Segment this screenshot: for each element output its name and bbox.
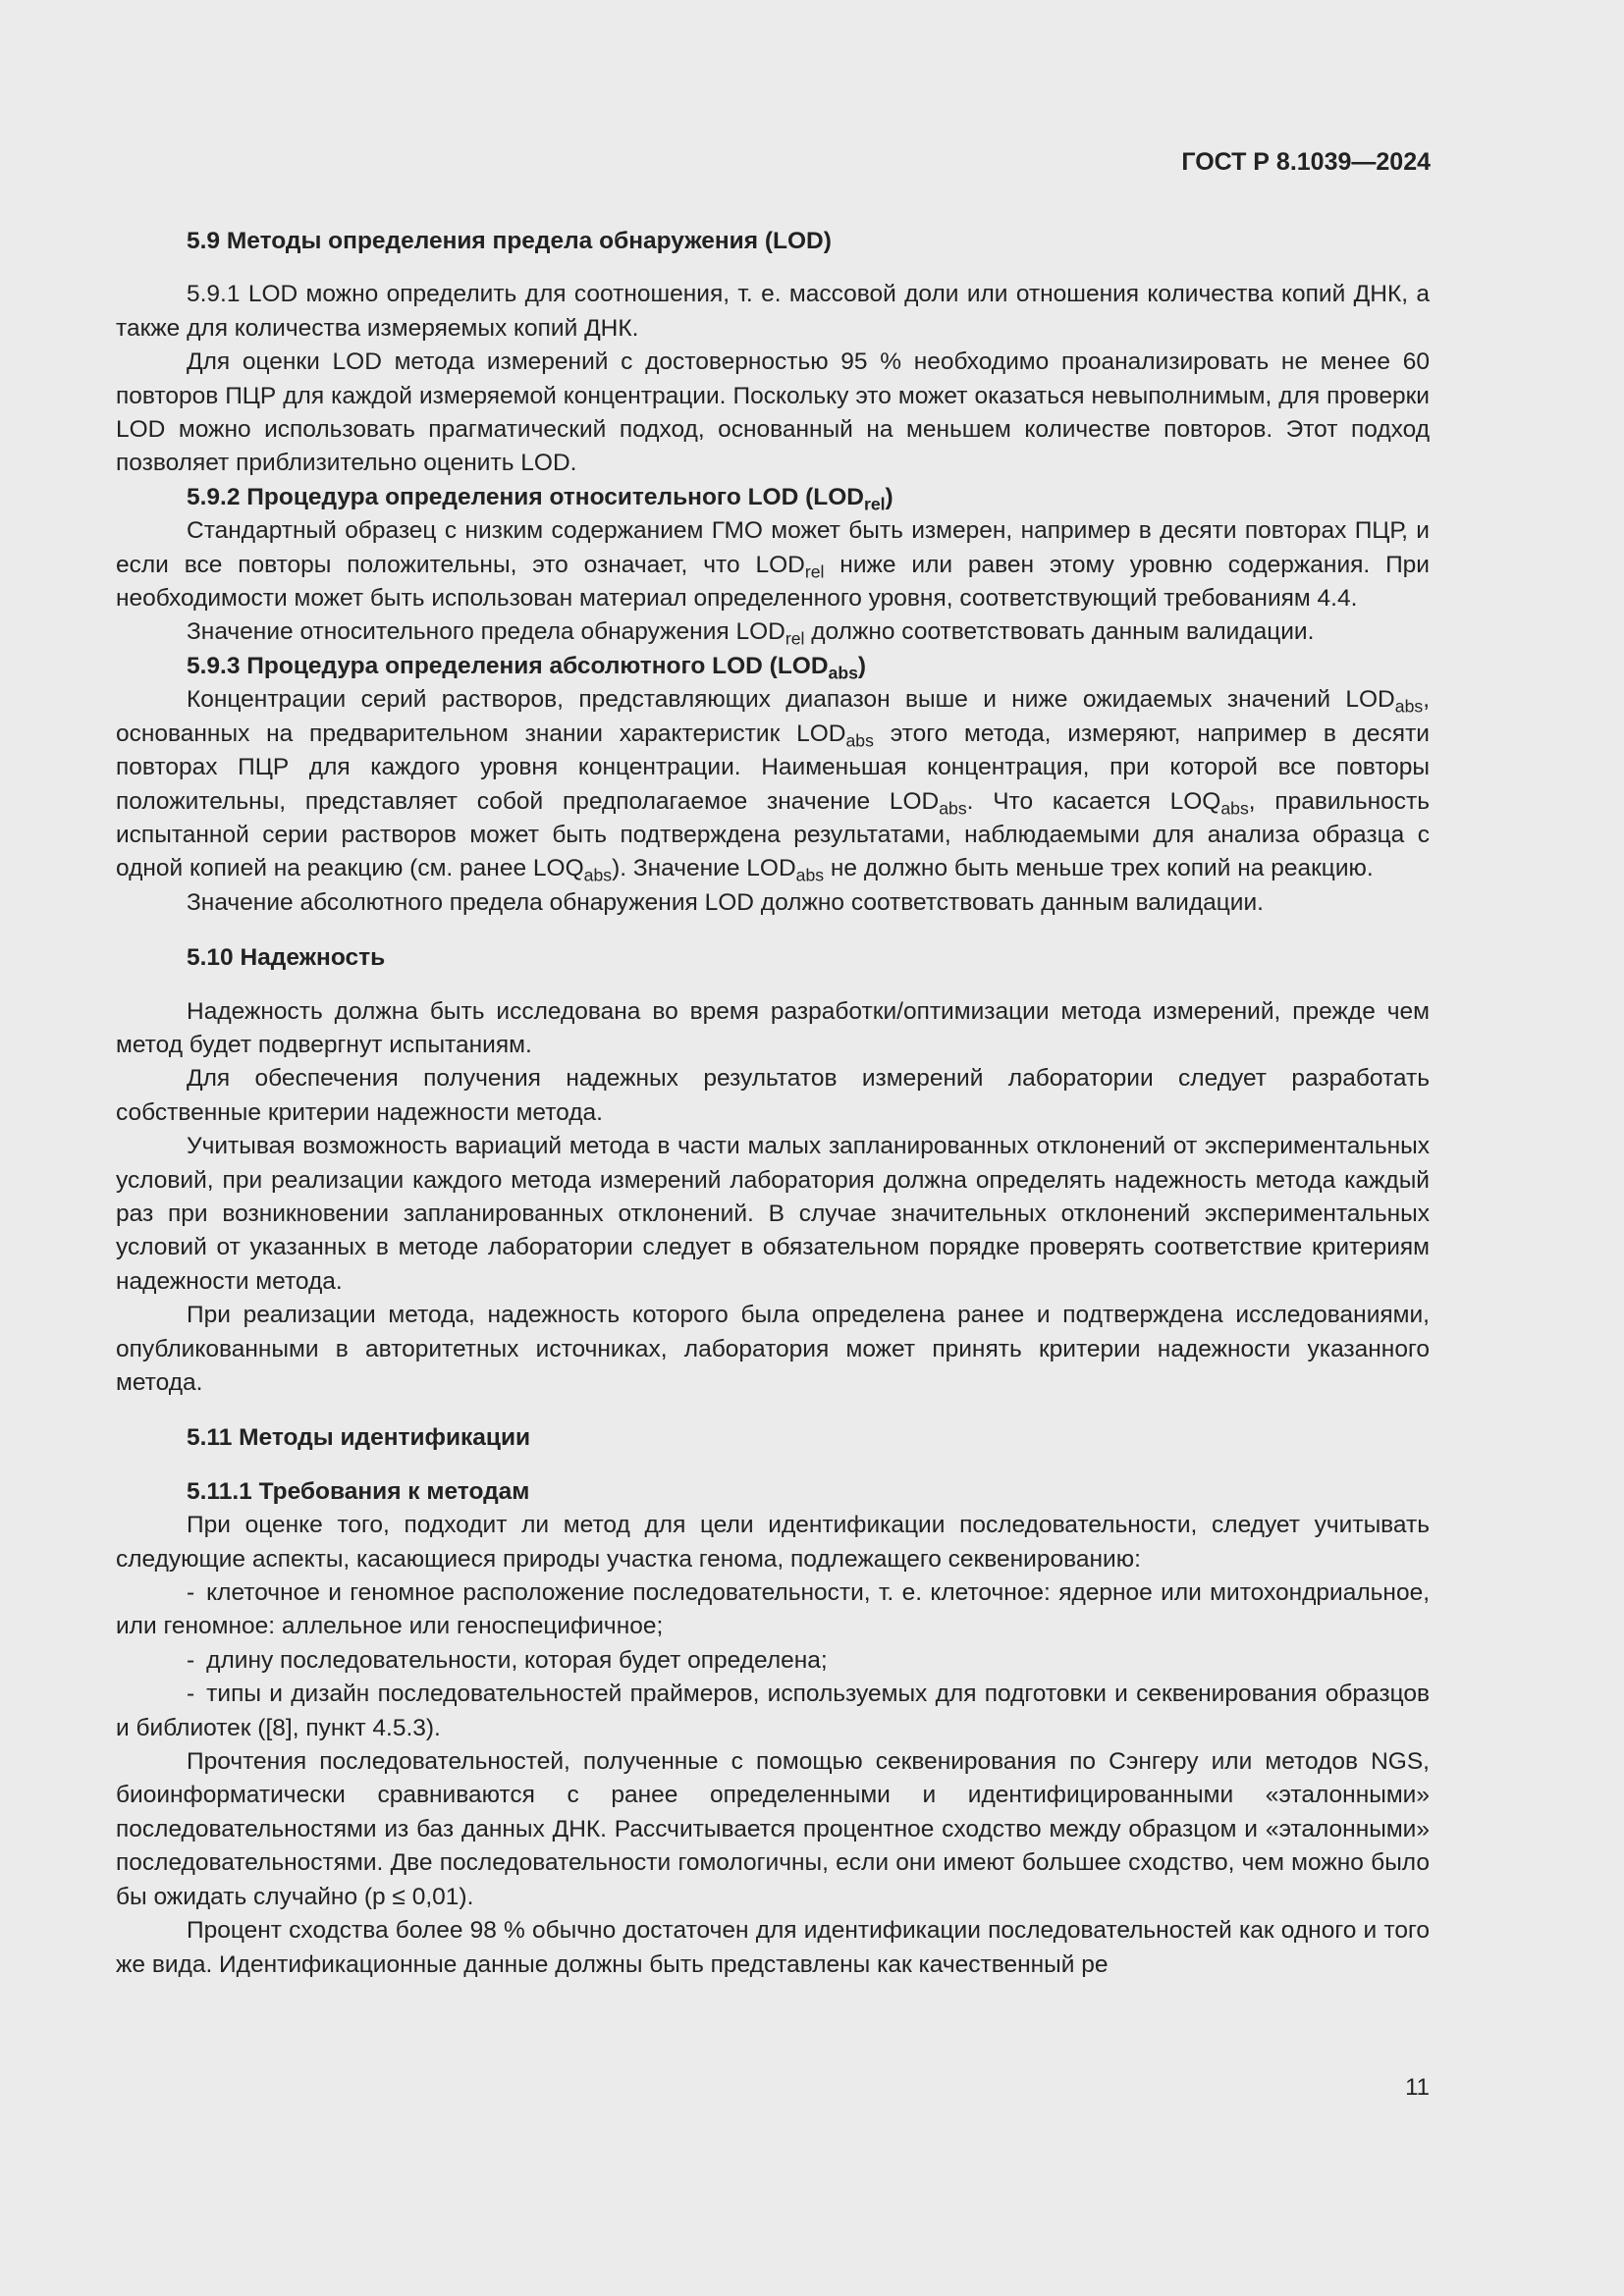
section-5-11-1-paragraph-2: Прочтения последовательностей, полученные с помощью секвенирования по Сэнгеру или методов NGS, биоинформатически сравниваются с ранее определенными и идентифицированными «эталонными» последовательностями из баз данных ДНК. Рассчитывается процентное сходство между образцом и «эталонными» последовательностями. Две последовательности гомологичны, если они имеют большее сходство, чем можно было бы ожидать случайно (p ≤ 0,01).: [116, 1748, 1430, 1910]
section-5-11-heading: 5.11 Методы идентификации: [187, 1424, 531, 1452]
section-5-9-heading: 5.9 Методы определения предела обнаружения (LOD): [187, 228, 832, 254]
document-body: [116, 225, 1430, 1982]
list-marker: -: [187, 1646, 195, 1674]
document-code: ГОСТ Р 8.1039—2024: [1181, 148, 1431, 176]
section-5-11-1-paragraph-1: При оценке того, подходит ли метод для цели идентификации последовательности, следует учитывать следующие аспекты, касающиеся природы участка генома, подлежащего секвенированию:: [116, 1512, 1430, 1573]
section-5-10-heading: 5.10 Надежность: [187, 944, 386, 972]
section-5-9-3-paragraph-2: Значение абсолютного предела обнаружения LOD должно соответствовать данным валидации.: [187, 888, 1264, 916]
section-5-10-paragraph-3: Учитывая возможность вариаций метода в части малых запланированных отклонений от экспериментальных условий, при реализации каждого метода измерений лаборатория должна определять надежность метода каждый раз при возникновении запланированных отклонений. В случае значительных отклонений экспериментальных условий от указанных в методе лаборатории следует в обязательном порядке проверять соответствие критериям надежности метода.: [116, 1133, 1430, 1295]
list-item: - длину последовательности, которая будет определена;: [187, 1646, 828, 1674]
section-5-9-paragraph-2: Для оценки LOD метода измерений с достоверностью 95 % необходимо проанализировать не менее 60 повторов ПЦР для каждой измеряемой концентрации. Поскольку это может оказаться невыполнимым, для проверки LOD можно использовать прагматический подход, основанный на меньшем количестве повторов. Этот подход позволяет приблизительно оценить LOD.: [116, 348, 1430, 477]
section-5-9-1-paragraph: 5.9.1 LOD можно определить для соотношения, т. е. массовой доли или отношения количества копий ДНК, а также для количества измеряемых копий ДНК.: [116, 281, 1430, 342]
page-number: 11: [1405, 2074, 1430, 2101]
section-5-11-1-heading: 5.11.1 Требования к методам: [187, 1477, 530, 1505]
section-5-10-paragraph-4: При реализации метода, надежность которого была определена ранее и подтверждена исследованиями, опубликованными в авторитетных источниках, лаборатория может принять критерии надежности указанного метода.: [116, 1302, 1430, 1396]
list-marker: -: [187, 1579, 195, 1607]
section-5-9-3-paragraph-1: Концентрации серий растворов, представляющих диапазон выше и ниже ожидаемых значений $LOD_{abs}$, основанных на предварительном знании характеристик $LOD_{abs}$ этого метода, измеряют, например в десяти повторах ПЦР для каждого уровня концентрации. Наименьшая концентрация, при которой все повторы положительны, представляет собой предполагаемое значение $LOD_{abs}$. Что касается $LOQ_{abs}$, правильность испытанной серии растворов может быть подтверждена результатами, наблюдаемыми для анализа образца с одной копией на реакцию (см. ранее $LOQ_{abs}$). Значение $LOD_{abs}$ не должно быть меньше трех копий на реакцию.: [116, 686, 1430, 885]
list-item: - клеточное и геномное расположение последовательности, т. е. клеточное: ядерное или митохондриальное, или геномное: аллельное или геноспецифичное;: [116, 1579, 1430, 1640]
section-5-11-1-paragraph-3: Процент сходства более 98 % обычно достаточен для идентификации последовательностей как одного и того же вида. Идентификационные данные должны быть представлены как качественный ре: [116, 1917, 1430, 1978]
section-5-9-2-heading: 5.9.2 Процедура определения относительного LOD $(LOD_{rel})$: [187, 483, 893, 514]
section-5-10-paragraph-1: Надежность должна быть исследована во время разработки/оптимизации метода измерений, прежде чем метод будет подвергнут испытаниям.: [116, 997, 1430, 1058]
list-marker: -: [187, 1681, 195, 1708]
section-5-9-2-paragraph-1: Стандартный образец с низким содержанием ГМО может быть измерен, например в десяти повторах ПЦР, и если все повторы положительны, это означает, что $LOD_{rel}$ ниже или равен этому уровню содержания. При необходимости может быть использован материал определенного уровня, соответствующий требованиям 4.4.: [116, 517, 1430, 613]
section-5-9-2-paragraph-2: Значение относительного предела обнаружения $LOD_{rel}$ должно соответствовать данным валидации.: [187, 618, 1315, 650]
list-item: - типы и дизайн последовательностей праймеров, используемых для подготовки и секвенирования образцов и библиотек ([8], пункт 4.5.3).: [116, 1681, 1430, 1741]
section-5-10-paragraph-2: Для обеспечения получения надежных результатов измерений лаборатории следует разработать собственные критерии надежности метода.: [116, 1065, 1430, 1126]
section-5-9-3-heading: 5.9.3 Процедура определения абсолютного LOD $(LOD_{abs})$: [187, 652, 867, 683]
